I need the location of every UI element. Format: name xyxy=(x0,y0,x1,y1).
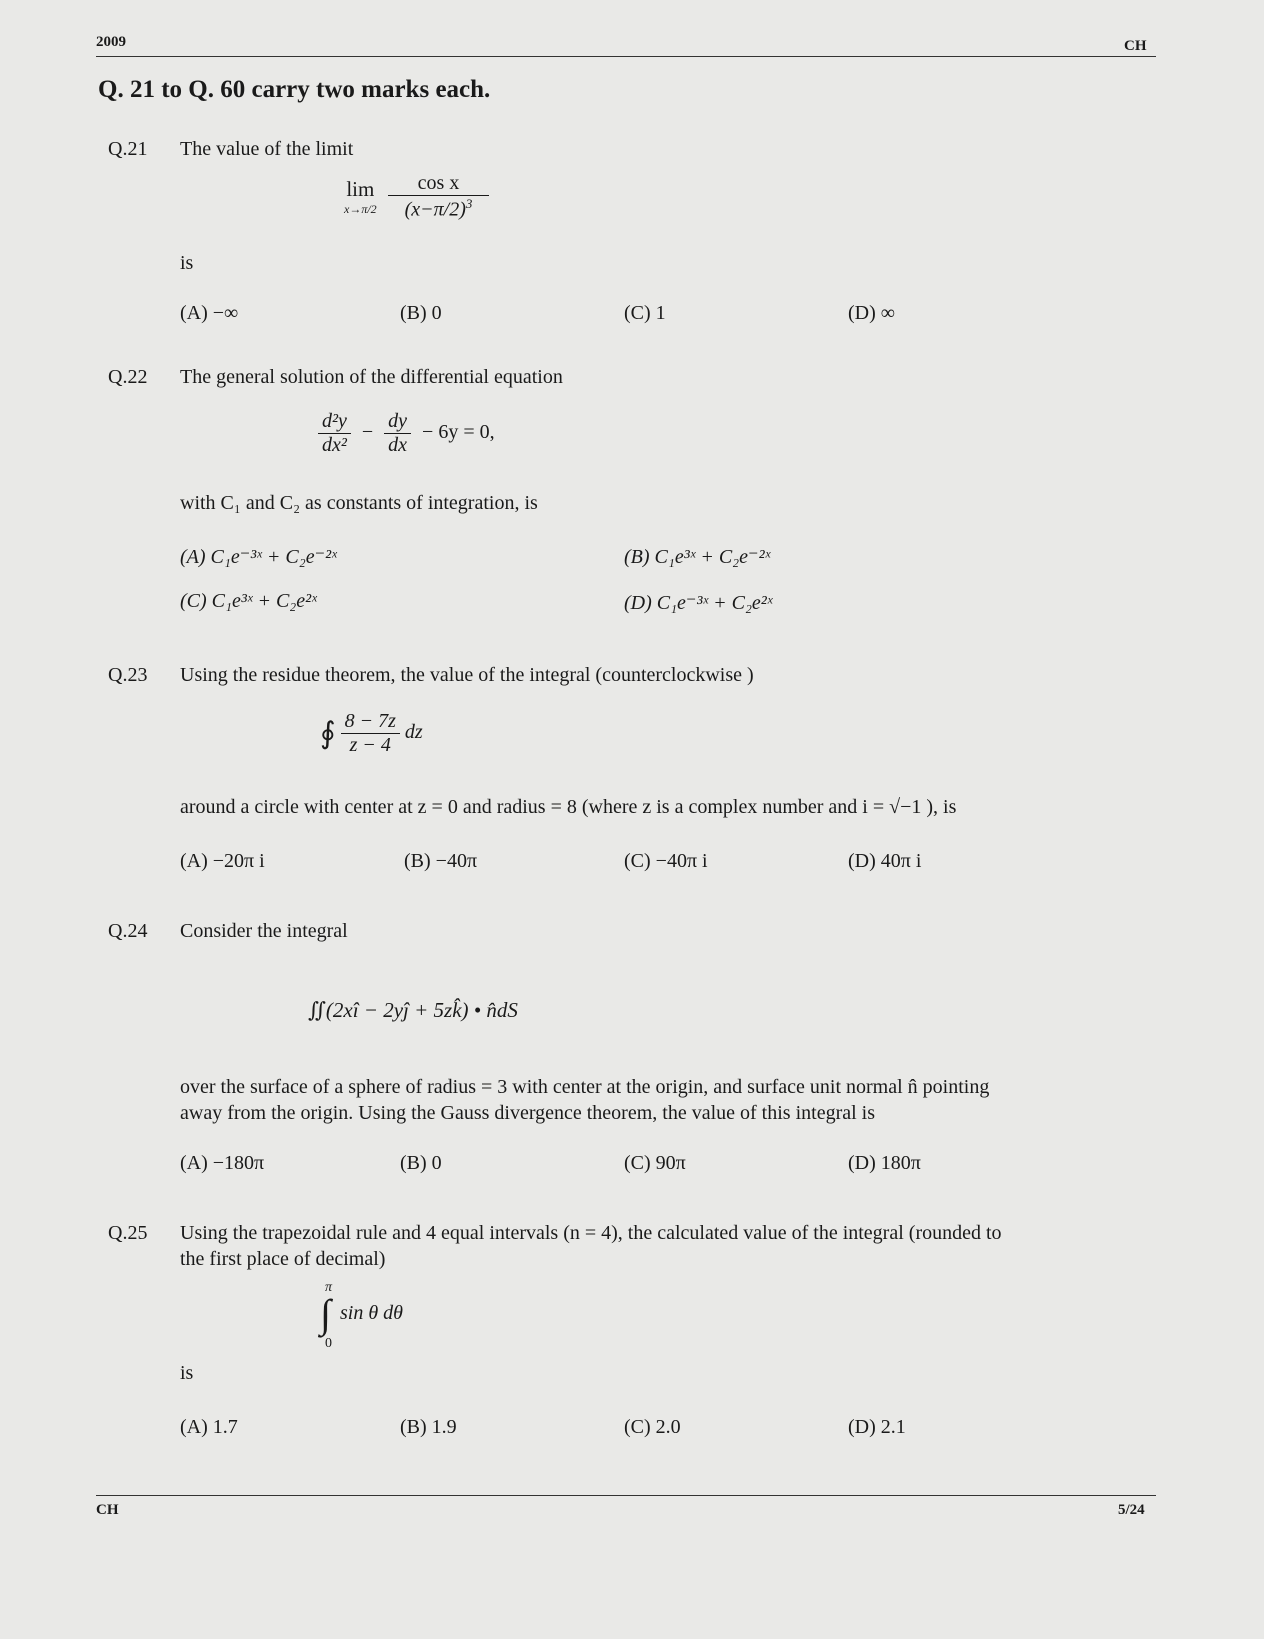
q21-option-d: (D) ∞ xyxy=(848,302,896,324)
q25-integral-sign: ∫ xyxy=(320,1291,331,1336)
q23-option-b: (B) −40π xyxy=(404,850,478,872)
header-rule xyxy=(96,56,1156,57)
q21-lim-word: lim xyxy=(346,176,375,201)
q25-number: Q.25 xyxy=(108,1222,148,1244)
q22-dy: dy xyxy=(384,410,411,434)
q23-option-d: (D) 40π i xyxy=(848,850,922,872)
q22-text: The general solution of the differential equation xyxy=(180,366,563,388)
q24-integral: ∬(2xî − 2yĵ + 5zk̂) • n̂dS xyxy=(308,998,518,1022)
q22-rest: − 6y = 0, xyxy=(422,421,495,444)
header-year: 2009 xyxy=(96,34,126,50)
q22-option-a: (A) C₁e⁻³ˣ + C₂e⁻²ˣ xyxy=(180,546,337,568)
q24-number: Q.24 xyxy=(108,920,148,942)
q24-text: Consider the integral xyxy=(180,920,348,942)
header-paper-code: CH xyxy=(1124,38,1147,54)
q22-option-c: (C) C₁e³ˣ + C₂e²ˣ xyxy=(180,590,317,612)
q21-lim-sub: x→π/2 xyxy=(344,201,377,216)
q23-integral-sign: ∮ xyxy=(320,717,336,750)
q21-limit-expression xyxy=(344,172,489,222)
q25-after: is xyxy=(180,1362,194,1384)
q22-minus: − xyxy=(361,421,374,444)
footer-page-number: 5/24 xyxy=(1118,1502,1145,1518)
q23-denominator: z − 4 xyxy=(349,734,391,756)
q23-dz: dz xyxy=(404,721,423,744)
q24-after-line1: over the surface of a sphere of radius = 3 with center at the origin, and surface unit normal n̂ pointing xyxy=(180,1076,990,1098)
q21-denominator: (x−π/2) xyxy=(404,198,466,221)
section-title: Q. 21 to Q. 60 carry two marks each. xyxy=(98,76,491,103)
q25-text-line1: Using the trapezoidal rule and 4 equal intervals (n = 4), the calculated value of the integral (rounded to xyxy=(180,1222,1002,1244)
q24-option-d: (D) 180π xyxy=(848,1152,921,1174)
q23-text: Using the residue theorem, the value of the integral (counterclockwise ) xyxy=(180,664,754,686)
q23-integral-expression xyxy=(320,710,423,757)
q24-after-line2: away from the origin. Using the Gauss divergence theorem, the value of this integral is xyxy=(180,1102,875,1124)
q22-number: Q.22 xyxy=(108,366,148,388)
q21-numerator: cos x xyxy=(388,172,490,196)
q21-denominator-wrap xyxy=(388,196,490,222)
q25-upper-limit: π xyxy=(325,1280,333,1295)
q23-number: Q.23 xyxy=(108,664,148,686)
q21-after: is xyxy=(180,252,194,274)
q25-option-b: (B) 1.9 xyxy=(400,1416,457,1438)
q23-numerator: 8 − 7z xyxy=(341,710,400,734)
q25-integrand: sin θ dθ xyxy=(340,1302,403,1324)
footer-paper-code: CH xyxy=(96,1502,119,1518)
q22-after: with C₁ and C₂ as constants of integration, is xyxy=(180,492,538,514)
q25-option-a: (A) 1.7 xyxy=(180,1416,238,1438)
q22-d2y: d²y xyxy=(318,410,351,434)
q21-text: The value of the limit xyxy=(180,138,354,160)
q22-option-d: (D) C₁e⁻³ˣ + C₂e²ˣ xyxy=(624,592,773,614)
q21-option-c: (C) 1 xyxy=(624,302,666,324)
q22-equation xyxy=(318,410,495,457)
q21-number: Q.21 xyxy=(108,138,148,160)
q23-option-a: (A) −20π i xyxy=(180,850,265,872)
q25-lower-limit: 0 xyxy=(325,1336,332,1351)
q21-option-a: (A) −∞ xyxy=(180,302,239,324)
q25-option-d: (D) 2.1 xyxy=(848,1416,906,1438)
q23-after: around a circle with center at z = 0 and radius = 8 (where z is a complex number and i = √−1 ), is xyxy=(180,796,957,818)
footer-rule xyxy=(96,1495,1156,1496)
q25-option-c: (C) 2.0 xyxy=(624,1416,681,1438)
q22-dx2: dx² xyxy=(322,434,347,456)
q25-text-line2: the first place of decimal) xyxy=(180,1248,386,1270)
q22-dx: dx xyxy=(388,434,408,456)
q24-option-b: (B) 0 xyxy=(400,1152,442,1174)
q21-exponent: 3 xyxy=(465,196,473,211)
q24-option-a: (A) −180π xyxy=(180,1152,265,1174)
q24-option-c: (C) 90π xyxy=(624,1152,686,1174)
q21-option-b: (B) 0 xyxy=(400,302,442,324)
q22-option-b: (B) C₁e³ˣ + C₂e⁻²ˣ xyxy=(624,546,771,568)
q23-option-c: (C) −40π i xyxy=(624,850,708,872)
